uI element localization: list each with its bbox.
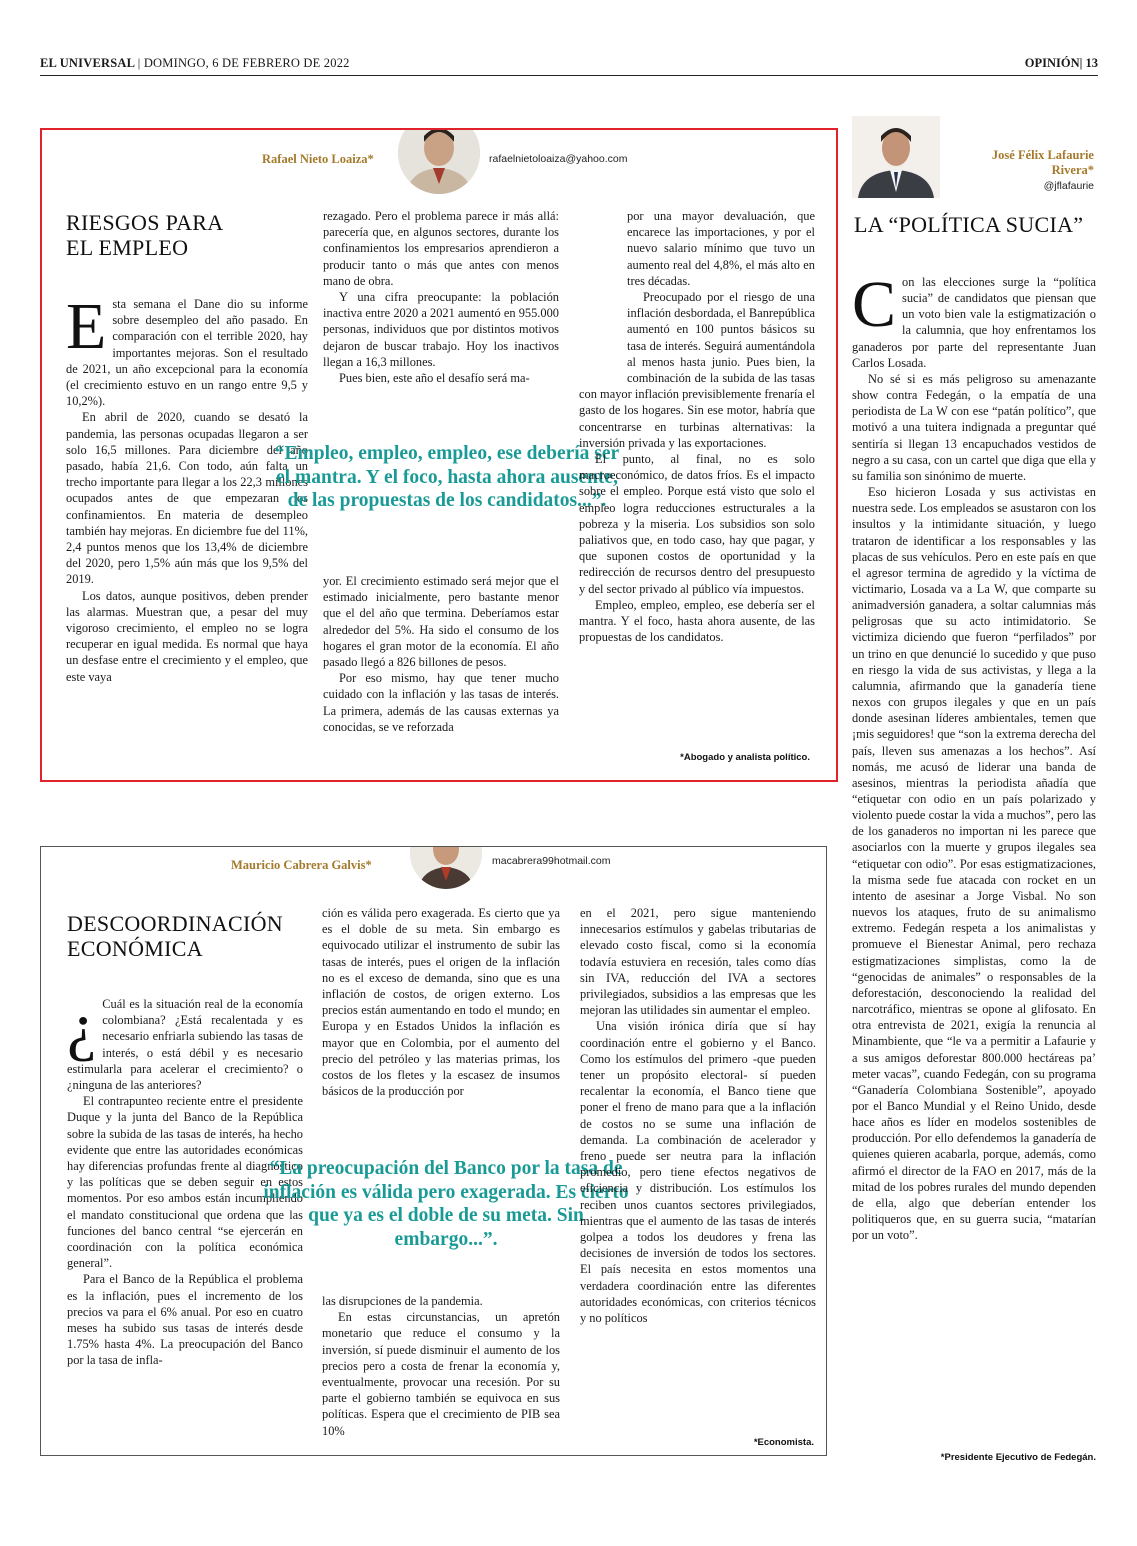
author-portrait-icon <box>410 846 482 889</box>
author-portrait-icon <box>398 128 480 194</box>
paragraph: Preocupado por el riesgo de una inflación desbordada, el Banrepública aumentó en 100 puntos básicos su tasa de interés. Seguirá aumentándola al menos hasta junio. Pues bien, la combinación de la subida de las tasas con mayor inflación previsiblemente frenaría el gasto de los hogares. Sin ese motor, habría que concentrarse en turbinas alternativas: la inversión privada y las exportaciones. <box>579 290 815 450</box>
masthead-left <box>40 56 350 71</box>
author-handle: @jflafaurie <box>1043 180 1094 192</box>
author-byline: Rafael Nieto Loaiza* <box>262 152 374 166</box>
paragraph: Por eso mismo, hay que tener mucho cuidado con la inflación y las tasas de interés. La primera, además de las causas externas ya conocidas, se ve reforzada <box>323 671 559 734</box>
column-1 <box>852 274 1096 1444</box>
author-photo <box>398 128 480 194</box>
paragraph: Los datos, aunque positivos, deben prender las alarmas. Muestran que, a pesar del muy vigoroso crecimiento, el empleo no se logra recuperar en igual medida. Es normal que haya un desfase entre el crecimiento y el empleo, que este vaya <box>66 588 308 684</box>
drop-cap: ¿ <box>67 996 97 1063</box>
paragraph: El punto, al final, no es solo macroeconómico, de datos fríos. Es el impacto sobre el empleo. Porque está visto que solo el empleo logra reducciones estructurales a la pobreza y la miseria. Los subsidios son solo paliativos que, en todo caso, hay que pagar, y que suponen costos de oportunidad y la redirección de recursos dentro del presupuesto y del sector privado al público vía impuestos. <box>579 452 815 596</box>
article-riesgos-empleo <box>40 128 838 782</box>
author-email: rafaelnietoloaiza@yahoo.com <box>489 153 628 165</box>
headline-line-1: RIESGOS PARA <box>66 210 224 235</box>
masthead <box>40 54 1098 76</box>
pull-quote: “Empleo, empleo, empleo, ese debería ser el mantra. Y el foco, hasta ahora ausente, de las propuestas de los candidatos...”. <box>274 443 620 511</box>
column-3 <box>580 905 816 1439</box>
author-portrait-icon <box>852 116 940 198</box>
column-1 <box>66 296 308 766</box>
paragraph: Pues bien, este año el desafío será ma- <box>339 371 530 386</box>
paragraph: Una visión irónica diría que sí hay coordinación entre el gobierno y el Banco. Como los estímulos del primero -que pueden tener un propósito electoral- sí pueden recalentar la economía, el Banco tiene que poner el freno de mano para que a la inflación de costos no se sume una inflación de demanda. La combinación de acelerador y freno puede ser neutra para la inflación promedio, pero tiene efectos negativos de eficiencia y distribución. Los estímulos los reciben unos cuantos sectores privilegiados, mientras que el aumento de las tasas de interés golpea a todos los deudores y frena las decisiones de inversión de todos los sectores. El país necesita en estos momentos una verdadera coordinación entre las diferentes autoridades económicas, con criterios técnicos y no políticos <box>580 1019 816 1326</box>
article-politica-sucia <box>852 116 1098 1472</box>
section-page: OPINIÓN| 13 <box>1024 56 1098 70</box>
issue-date: DOMINGO, 6 DE FEBRERO DE 2022 <box>143 56 350 70</box>
paragraph: Para el Banco de la República el problema es la inflación, pues el incremento de los precios va para el 6% anual. Por eso en cuatro meses ha subido sus tasas de interés desde 1.75% hasta 4%. La preocupación del Banco por la tasa de infla- <box>67 1272 303 1368</box>
column-2-top <box>323 208 559 426</box>
drop-cap: C <box>852 274 897 341</box>
article-descoordinacion <box>40 846 827 1456</box>
paragraph: Y una cifra preocupante: la población inactiva entre 2020 a 2021 aumentó en 955.000 personas, individuos que por distintos motivos dejaron de buscar trabajo. Hoy los inactivos llegan a 16,3 millones. <box>323 290 559 369</box>
headline <box>66 210 223 260</box>
paragraph: Eso hicieron Losada y sus activistas en nuestra sede. Los empleados se asustaron con los insultos y la intimidante situación, y luego trataron de identificar a los responsables y las placas de sus vehículos. Pero en este país en que el agresor termina de agredido y la víctima de victimario, Losada va a La W, que comparte su animadversión ganadera, a soltar calumnias más peligrosas que su acto intimidatorio. Se victimiza diciendo que fueron “perfilados” por un trino en que denuncié lo sucedido y que puso en riesgo la vida de sus activistas, y llega a la calumnia, afirmando que la ganadería tiene nexos con grupos ilegales y que en un país donde asesinan líderes ambientales, temen que ¡mis seguidores! que “son la extrema derecha del país, lleven sus amenazas a los hechos”. Así nomás, me acusó de liderar una banda de asesinos, mientras la periodista añadía que “etiquetar con odio en un país polarizado y violento puede costar la vida a muchos”, pero las de los ganaderos no importan ni les parece que asociarlos con la muerte y grupos ilegales sea “etiquetar con odio”. Por esas estigmatizaciones, la misma sede fue atacada con rocket en un intento de asesinar a Jorge Visbal. No son nuevos los ataques, fruto de su animalismo extremo. Fedegán respeta a los animalistas y promueve el Bienestar Animal, pero rechaza estigmatizaciones simplistas, como la de “genocidas de animales” o responsables de la deforestación, desconociendo la realidad del narcotráfico, mientras se opone al glifosato. En otra entrevista de 2021, exigía la renuncia al Minambiente, que “le va a permitir a Lafaurie y a sus amigos deforestar 800.000 hectáreas pa’ meter vacas”, cuando Fedegán, con su programa “Ganadería Colombiana Sostenible”, apoyado por el Banco Mundial y el Reino Unido, desde hace años es líder en modelos sostenibles de producción. Por ello defendemos la ganadería de quienes quieren acabarla, porque, además, como afirmó el director de la FAO en 2017, más de la mitad de los pobres rurales del mundo dependen de ella, algo que deberían entender los politiqueros que, en su guerra sucia, “matarían por un voto”. <box>852 485 1096 1243</box>
author-name-line-2: Rivera* <box>1051 163 1094 177</box>
headline <box>67 911 283 961</box>
paragraph: por una mayor devaluación, que encarece las importaciones, y por el nuevo salario mínimo que tuvo un aumento real del 4,8%, el más alto en tres décadas. <box>627 209 815 288</box>
author-footnote: *Abogado y analista político. <box>680 752 810 763</box>
headline-line-2: EL EMPLEO <box>66 235 189 260</box>
paragraph: ¿ Cuál es la situación real de la economía colombiana? ¿Está recalentada y es necesario enfriarla subiendo las tasas de interés, o está débil y es necesario estimularla para acelerar el crecimiento? o ¿ninguna de las anteriores? <box>67 996 303 1093</box>
paragraph: rezagado. Pero el problema parece ir más allá: parecería que, en algunos sectores, durante los confinamientos los empresarios aprendieron a producir tanto o más que antes con menos mano de obra. <box>323 209 559 288</box>
author-footnote: *Economista. <box>753 1437 814 1448</box>
author-byline <box>992 148 1094 178</box>
paper-name: EL UNIVERSAL <box>40 56 135 70</box>
paragraph: En abril de 2020, cuando se desató la pandemia, las personas ocupadas llegaron a ser solo 16,5 millones. Para diciembre del año pasado, había 21,6. Con todo, aún falta un trecho importante para llegar a los 22,3 millones ocupados antes de que empezaran los confinamientos. En materia de desempleo también hay mejoras. En diciembre fue del 11%, 2,4 puntos menos que los 13,4% de diciembre del 2020, pero 1,5% aún más que los 9,5% del 2019. <box>66 410 308 587</box>
paragraph: No sé si es más peligroso su amenazante show contra Fedegán, o la empatía de una periodista de La W con ese “patán político”, que motivó a una tuitera indignada a preguntar qué sentiría si llegan 13 encapuchados vestidos de negro a su casa, con un cartel que diga que ella y su familia son sinónimo de muerte. <box>852 371 1096 483</box>
author-photo <box>852 116 940 198</box>
author-email: macabrera99hotmail.com <box>492 855 611 867</box>
author-name-line-1: José Félix Lafaurie <box>991 148 1094 162</box>
paragraph: Esta semana el Dane dio su informe sobre desempleo del año pasado. En comparación con el terrible 2020, hay importantes mejoras. Son el resultado de 2021, un año excepcional para la economía (el crecimiento estuvo en un rango entre 9,5 y 10,2%). <box>66 296 308 409</box>
headline-line-1: DESCOORDINACIÓN <box>67 911 283 936</box>
author-photo <box>410 846 482 889</box>
headline: LA “POLÍTICA SUCIA” <box>854 212 1084 237</box>
column-2-bottom <box>323 573 559 767</box>
headline-line-2: ECONÓMICA <box>67 936 203 961</box>
paragraph: las disrupciones de la pandemia. <box>322 1294 483 1308</box>
paragraph: yor. El crecimiento estimado será mejor que el estimado inicialmente, pero bastante menor que el del año que termina. Deberíamos estar alrededor del 5%. Ha sido el consumo de los hogares el gran motor de la economía. El año pasado llegó a 826 billones de pesos. <box>323 574 559 670</box>
paragraph: Con las elecciones surge la “política sucia” de candidatos que piensan que un voto bien vale la estigmatización o la calumnia, que hoy enfrentamos los ganaderos por parte del representante Juan Carlos Losada. <box>852 274 1096 370</box>
drop-cap: E <box>66 296 107 363</box>
paragraph: en el 2021, pero sigue manteniendo innecesarios estímulos y gabelas tributarias de elevado costo fiscal, como si la economía todavía estuviera en recesión, tales como días sin IVA, reducción del IVA a sectores privilegiados, subsidios a las empresas que les mejoran las utilidades sin aumentar el empleo. <box>580 906 816 1018</box>
author-footnote: *Presidente Ejecutivo de Fedegán. <box>940 1452 1096 1463</box>
paragraph: ción es válida pero exagerada. Es cierto que ya es el doble de su meta. Sin embargo es equivocado utilizar el instrumento de subir las tasas de interés, pues el origen de la inflación no es el exceso de demanda, sino que es una inflación de costos, de origen externo. Los precios están aumentando en todo el mundo; en Europa y en Estados Unidos la inflación es mayor que en Colombia, por el aumento del precio del petróleo y las materias primas, los costos de los fletes y la escasez de insumos básicos de la producción por <box>322 906 560 1099</box>
paragraph: Empleo, empleo, empleo, ese debería ser el mantra. Y el foco, hasta ahora ausente, de las propuestas de los candidatos. <box>579 597 815 645</box>
masthead-separator: | <box>137 56 141 70</box>
author-byline: Mauricio Cabrera Galvis* <box>231 858 372 872</box>
paragraph: El contrapunteo reciente entre el presidente Duque y la junta del Banco de la República sobre la subida de las tasas de interés, ha hecho evidente que entre las autoridades económicas hay diferencias profundas frente al diagnóstico y las políticas que se deben seguir en estos momentos. Por eso ambos están incumpliendo el mandato constitucional que ordena que las funciones del banco central “se ejercerán en coordinación con la política económica general”. <box>67 1094 303 1271</box>
column-2-bottom <box>322 1293 560 1443</box>
paragraph: En estas circunstancias, un apretón monetario que reduce el consumo y la inversión, sí puede disminuir el aumento de los precios pero a costa de frenar la economía y, eventualmente, provocar una recesión. Por su parte el gobierno también se equivoca en sus políticas. Espera que el crecimiento de PIB sea 10% <box>322 1310 560 1438</box>
pull-quote: “La preocupación del Banco por la tasa de inflación es válida pero exagerada. Es cierto que ya es el doble de su meta. Sin embargo...”. <box>263 1158 629 1250</box>
column-3 <box>579 208 815 750</box>
column-2-top <box>322 905 560 1133</box>
